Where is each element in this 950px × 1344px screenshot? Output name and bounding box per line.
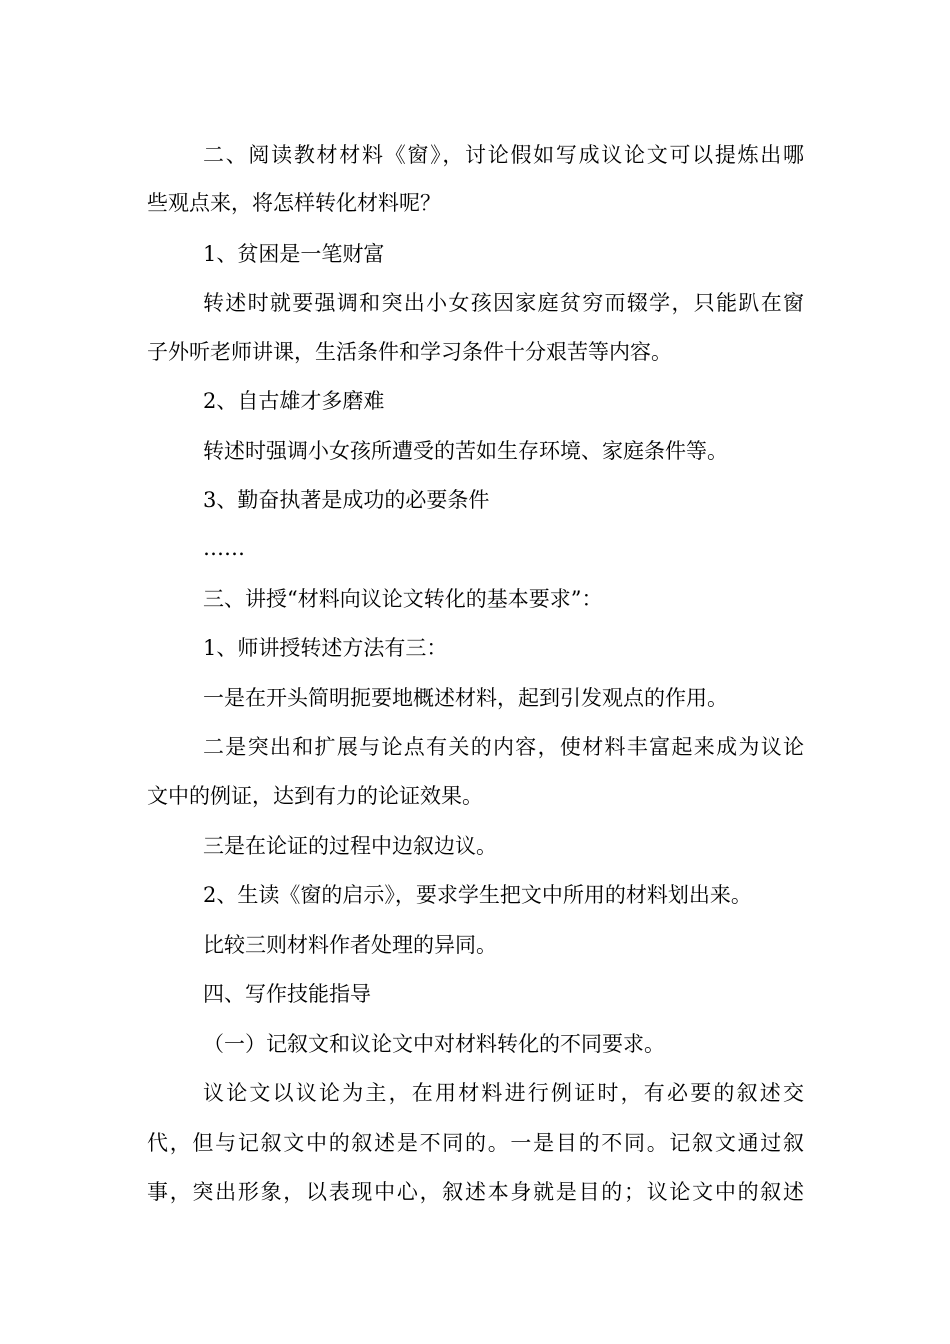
ellipsis-line: …… — [203, 536, 245, 560]
text-line: 二、阅读教材材料《窗》，讨论假如写成议论文可以提炼出哪 — [203, 143, 804, 167]
section-heading: 三、讲授“材料向议论文转化的基本要求”： — [203, 587, 603, 611]
subsection-heading: （一）记叙文和议论文中对材料转化的不同要求。 — [203, 1032, 665, 1056]
text-line: 一是在开头简明扼要地概述材料，起到引发观点的作用。 — [203, 686, 728, 710]
text-line: 转述时强调小女孩所遭受的苦如生存环境、家庭条件等。 — [203, 439, 728, 463]
section-heading: 四、写作技能指导 — [203, 982, 371, 1006]
text-line: 比较三则材料作者处理的异同。 — [203, 933, 497, 957]
text-line: 事，突出形象，以表现中心，叙述本身就是目的；议论文中的叙述 — [147, 1180, 804, 1204]
list-item: 2、生读《窗的启示》，要求学生把文中所用的材料划出来。 — [203, 883, 752, 907]
text-line: 子外听老师讲课，生活条件和学习条件十分艰苦等内容。 — [147, 340, 672, 364]
list-item: 1、师讲授转述方法有三： — [203, 636, 448, 660]
text-line: 二是突出和扩展与论点有关的内容，使材料丰富起来成为议论 — [203, 735, 804, 759]
text-line: 三是在论证的过程中边叙边议。 — [203, 834, 497, 858]
text-line: 议论文以议论为主，在用材料进行例证时，有必要的叙述交 — [203, 1081, 804, 1105]
text-line: 转述时就要强调和突出小女孩因家庭贫穷而辍学，只能趴在窗 — [203, 291, 804, 315]
list-item: 2、自古雄才多磨难 — [203, 389, 385, 413]
text-line: 些观点来，将怎样转化材料呢？ — [147, 191, 441, 215]
list-item: 1、贫困是一笔财富 — [203, 242, 385, 266]
text-line: 文中的例证，达到有力的论证效果。 — [147, 784, 483, 808]
list-item: 3、勤奋执著是成功的必要条件 — [203, 488, 490, 512]
text-line: 代，但与记叙文中的叙述是不同的。一是目的不同。记叙文通过叙 — [147, 1131, 804, 1155]
